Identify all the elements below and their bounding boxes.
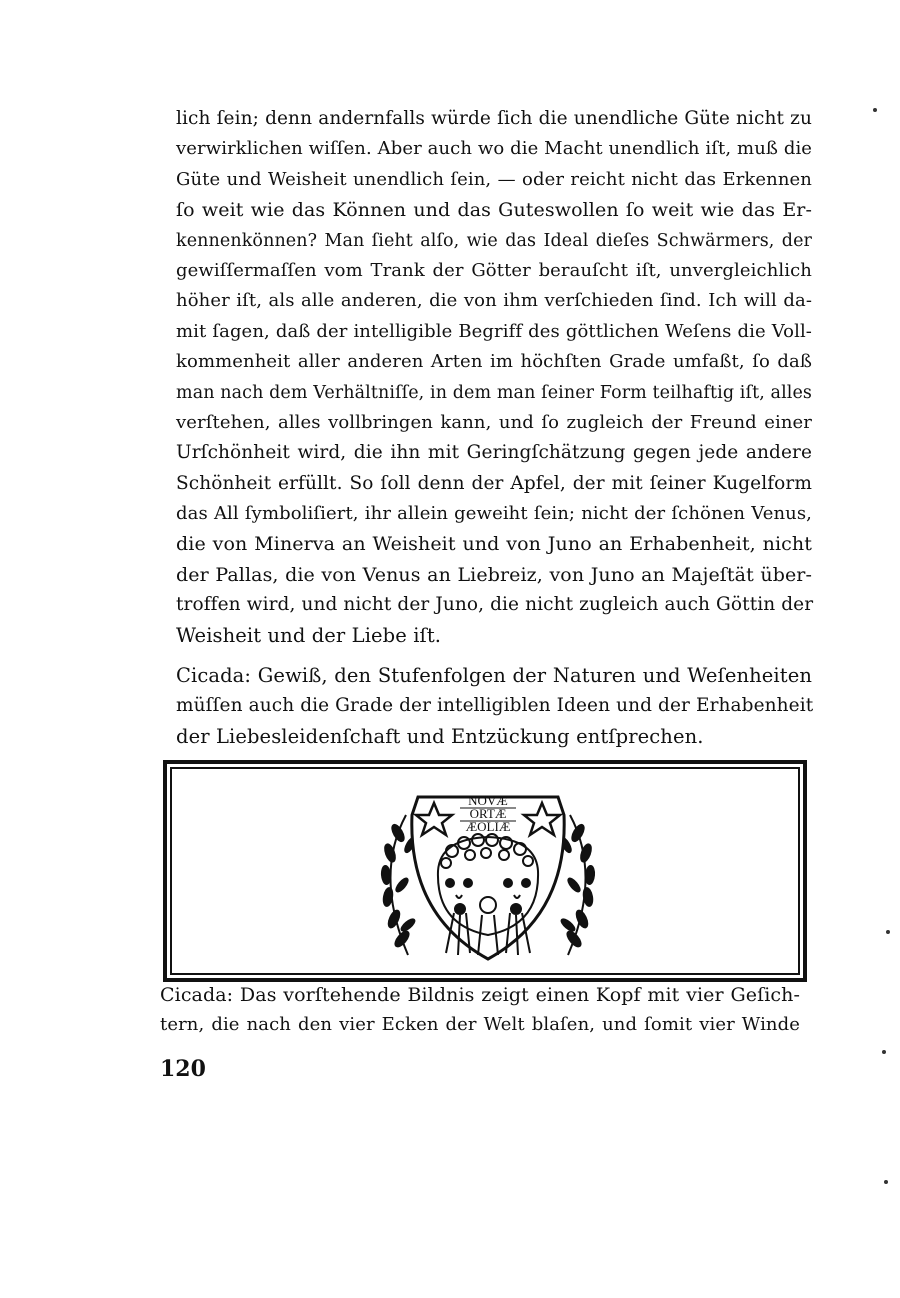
text-line: lich ſein; denn andernfalls würde ſich die unendliche Güte nicht zu	[176, 108, 812, 129]
page-number: 120	[160, 1056, 206, 1082]
text-line: mit ſagen, daß der intelligible Begriff des göttlichen Weſens die Voll-	[176, 320, 812, 342]
margin-speck	[873, 108, 877, 112]
text-line: troffen wird, und nicht der Juno, die nicht zugleich auch Göttin der	[176, 594, 814, 616]
text-line: verſtehen, alles vollbringen kann, und ſo zugleich der Freund einer	[176, 411, 812, 433]
caption-line: tern, die nach den vier Ecken der Welt blaſen, und ſomit vier Winde	[160, 1014, 800, 1036]
text-line: gewiſſermaſſen vom Trank der Götter berauſcht iſt, unvergleichlich	[176, 259, 812, 281]
text-line: man nach dem Verhältniſſe, in dem man ſeiner Form teilhaftig iſt, alles	[176, 382, 812, 403]
inscription-line-2: ORTÆ	[469, 806, 507, 821]
margin-speck	[884, 1180, 888, 1184]
inscription-line-3: ÆOLIÆ	[465, 819, 511, 834]
text-line: kennenkönnen? Man ſieht alſo, wie das Ideal dieſes Schwärmers, der	[176, 230, 812, 251]
text-line: die von Minerva an Weisheit und von Juno an Erhabenheit, nicht	[176, 533, 812, 556]
cicada-paragraph-line: müſſen auch die Grade der intelligiblen Ideen und der Erhabenheit	[176, 695, 814, 717]
text-line: Schönheit erfüllt. So ſoll denn der Apfel, der mit ſeiner Kugelform	[176, 472, 812, 494]
caption-line: Cicada: Das vorſtehende Bildnis zeigt einen Kopf mit vier Geſich-	[160, 984, 800, 1006]
text-line: verwirklichen wiſſen. Aber auch wo die Macht unendlich iſt, muß die	[176, 138, 813, 160]
text-line: kommenheit aller anderen Arten im höchſten Grade umfaßt, ſo daß	[176, 351, 812, 373]
margin-speck	[882, 1050, 886, 1054]
emblem-figure-inner	[170, 767, 800, 975]
text-line: ſo weit wie das Können und das Guteswollen ſo weit wie das Er-	[176, 199, 812, 222]
caption-block	[160, 980, 800, 1041]
emblem-figure-frame	[163, 760, 807, 982]
inscription-line-1: NOVÆ	[468, 793, 508, 808]
cicada-paragraph-line: Cicada: Gewiß, den Stufenfolgen der Naturen und Weſenheiten	[176, 664, 812, 688]
cicada-paragraph-line: der Liebesleidenſchaft und Entzückung entſprechen.	[176, 724, 704, 748]
text-line: Urſchönheit wird, die ihn mit Geringſchätzung gegen jede andere	[176, 442, 812, 464]
text-line: Weisheit und der Liebe iſt.	[176, 623, 442, 647]
margin-speck	[886, 930, 890, 934]
text-line: höher iſt, als alle anderen, die von ihm verſchieden ſind. Ich will da-	[176, 290, 812, 312]
main-text-block	[176, 104, 812, 752]
text-line: der Pallas, die von Venus an Liebreiz, von Juno an Majeſtät über-	[176, 563, 812, 586]
text-line: Güte und Weisheit unendlich ſein, — oder reicht nicht das Erkennen	[176, 168, 812, 190]
four-winds-emblem	[368, 775, 608, 965]
text-line: das All ſymboliſiert, ihr allein geweiht ſein; nicht der ſchönen Venus,	[176, 503, 812, 525]
